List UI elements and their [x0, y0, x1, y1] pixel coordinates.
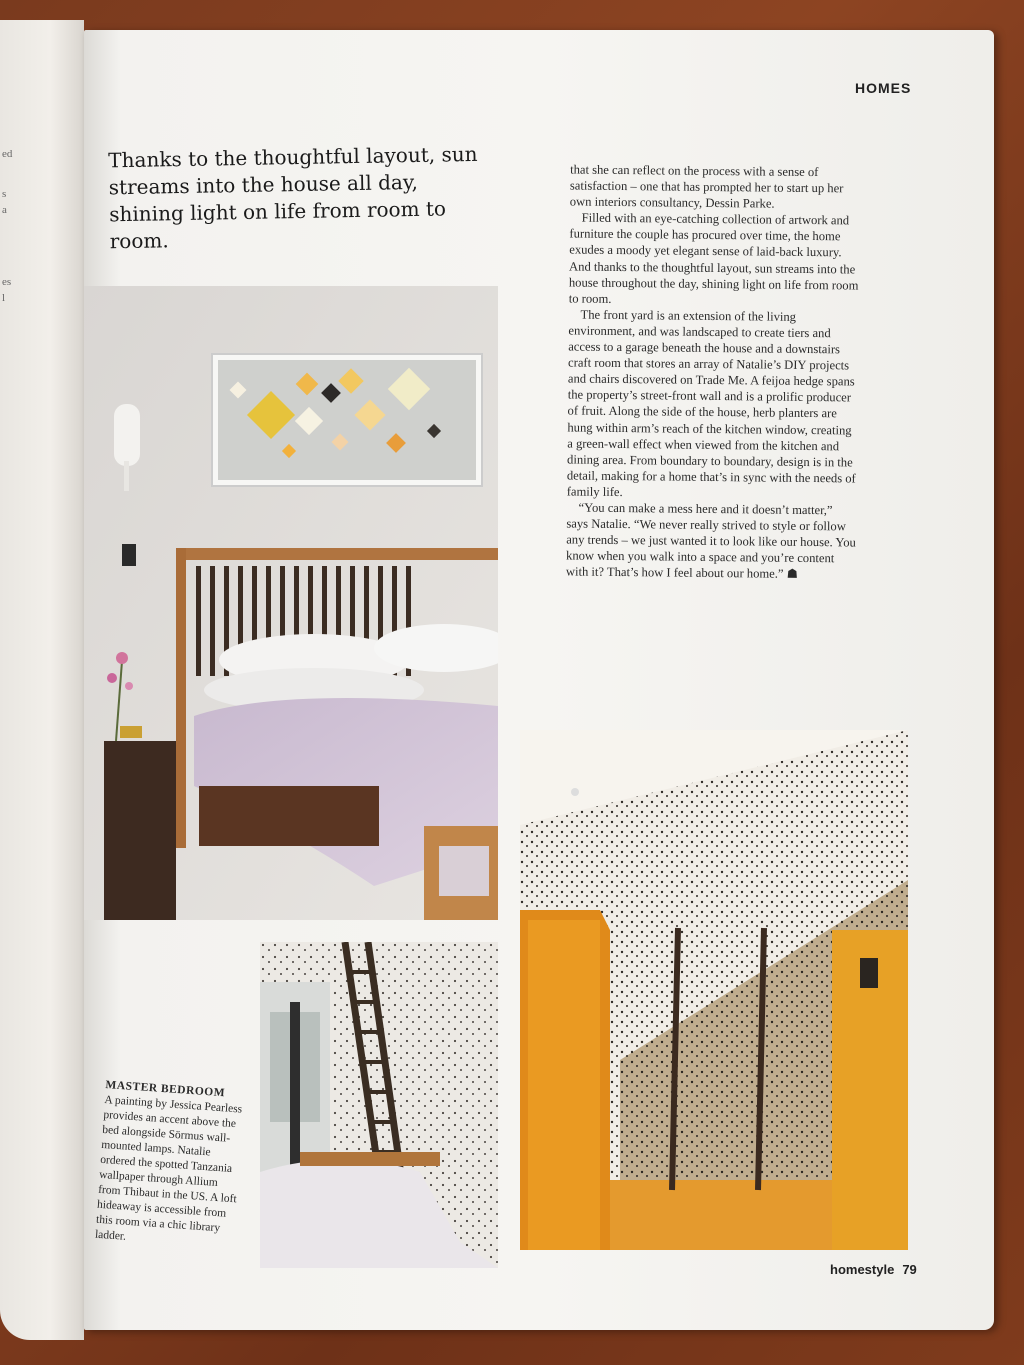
article-paragraph: Filled with an eye-catching collection of artwork and furniture the couple has procured over time, the home exudes a moody yet elegant sense of laid-back luxury. And thanks to the thoughtful layout, sun streams into the house throughout the day, shining light on life from room to room.: [568, 210, 859, 306]
left-page-edge: [0, 20, 84, 1340]
article-paragraph: “You can make a mess here and it doesn’t matter,” says Natalie. “We never really strived to style or follow any trends – we just wanted it to look like our house. You know when you walk into a space and you’re content with it? That’s how I feel about our home.” ☗: [565, 500, 856, 582]
pull-quote: Thanks to the thoughtful layout, sun streams into the house all day, shining light on life from room to room.: [108, 141, 478, 254]
page-footer: [830, 1262, 917, 1277]
article-paragraph: that she can reflect on the process with a sense of satisfaction – one that has prompted her to start up her own interiors consultancy, Dessin Parke.: [569, 162, 844, 211]
section-label: HOMES: [855, 80, 912, 96]
caption-title: MASTER BEDROOM: [105, 1078, 226, 1100]
page-number: 79: [902, 1262, 917, 1277]
left-page-fragment: ed: [2, 148, 13, 160]
bedroom-photo: [84, 286, 498, 920]
photo-caption: [94, 1078, 245, 1252]
magazine-page: [84, 30, 994, 1330]
article-body: [566, 161, 860, 582]
magazine-brand: homestyle: [830, 1262, 895, 1277]
end-mark-icon: ☗: [786, 567, 799, 582]
left-page-fragment: s: [2, 188, 7, 200]
loft-photo-small: [260, 942, 498, 1268]
left-page-fragment: l: [2, 292, 6, 304]
caption-text: A painting by Jessica Pearless provides an accent above the bed alongside Sörmus wall-mounted lamps. Natalie ordered the spotted Tanzania wallpaper through Allium from Thibaut in the US. A loft hideaway is accessible from this room via a chic library ladder.: [94, 1093, 243, 1243]
loft-photo-large: [520, 730, 908, 1250]
article-paragraph: The front yard is an extension of the living environment, and was landscaped to create tiers and access to a garage beneath the house and a downstairs craft room that stores an array of Natalie’s DIY projects and chairs discovered on Trade Me. A feijoa hedge spans the property’s street-front wall and is a prolific producer of fruit. Along the side of the house, herb planters are hung within arm’s reach of the kitchen window, creating a green-wall effect when viewed from the kitchen and dining area. From boundary to boundary, design is in the detail, making for a home that’s in sync with the needs of family life.: [566, 307, 856, 499]
left-page-fragment: es: [2, 276, 12, 288]
left-page-fragment: a: [2, 204, 7, 216]
